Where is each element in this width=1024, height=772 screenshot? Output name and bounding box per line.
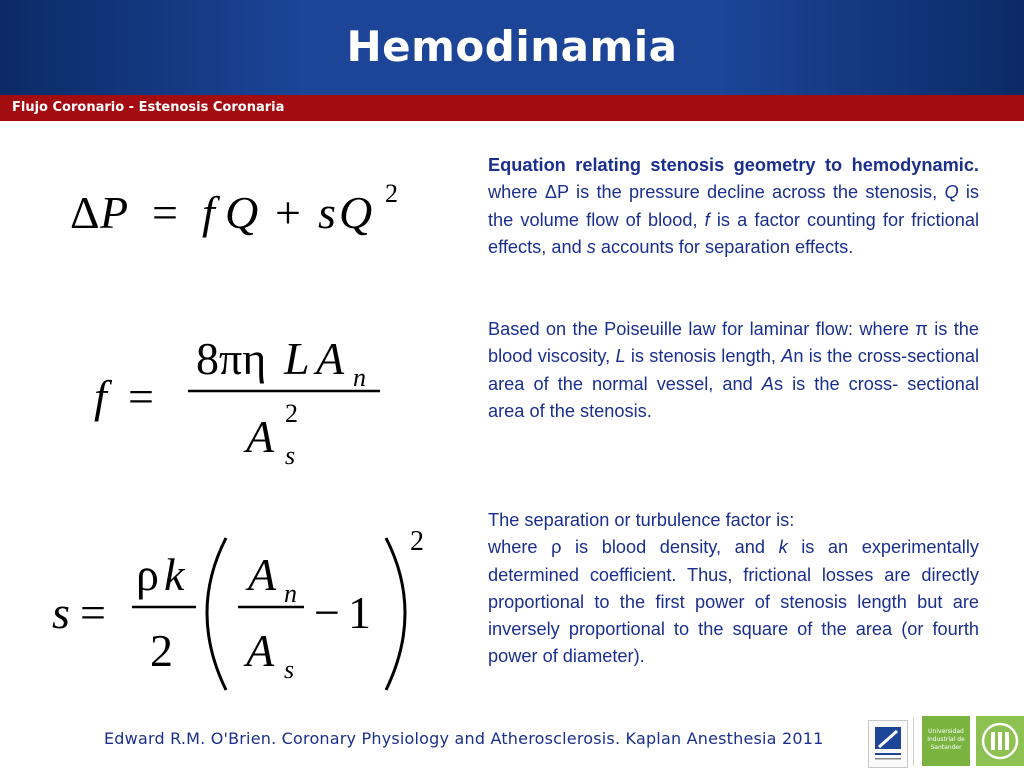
p1-text-c: is a factor counting for frictional effects, and [488,209,980,257]
eq1-Q2: Q [339,187,373,238]
explanation-paragraph-1 [488,152,979,261]
accreditation-logo [868,720,908,768]
uis-symbol-logo [976,716,1024,766]
p2-A1: A [781,346,794,367]
p1-text-d: accounts for separation effects. [595,236,854,257]
eq2-den-exp: 2 [285,399,298,428]
p2-text-a: Based on the Poiseuille law for laminar flow: where π is the blood viscosity, [488,319,979,367]
p2-text-c: n is the cross-sectional area of the normal vessel, and [488,346,979,394]
eq3-equals: = [80,587,106,638]
p1-s: s [586,236,596,257]
p1-bold: Equation relating stenosis geometry to hemodynamic. [488,155,979,175]
slide-title: Hemodinamia [346,22,678,71]
eq3-exponent: 2 [410,526,424,557]
eq3-sub-n: n [284,579,297,608]
eq2-f: f [94,371,107,422]
eq2-sub-n: n [353,363,366,392]
slide-subtitle: Flujo Coronario - Estenosis Coronaria [12,100,285,115]
eq1-f: f [202,187,215,238]
uis-text-logo [922,716,970,766]
eq3-minus: − [314,587,340,638]
eq2-denominator-A: A [246,411,275,462]
p3-line1: The separation or turbulence factor is: [488,510,795,530]
eq3-left-paren [207,538,226,690]
eq2-den-sub: s [285,441,296,470]
eq1-delta: Δ [70,187,100,238]
eq1-P: P [100,187,129,238]
eq3-sub-s: s [284,655,295,684]
eq3-right-paren [386,538,405,690]
p2-L: L [615,346,626,367]
eq1-equals: = [152,187,178,238]
eq1-exponent: 2 [385,179,398,208]
header-bar [0,0,1024,95]
eq3-An: A [248,549,277,600]
eq3-one: 1 [348,587,371,638]
eq3-s: s [52,587,70,638]
equation-pressure-drop [60,160,420,250]
subtitle-bar [0,95,1024,121]
citation-footer: Edward R.M. O'Brien. Coronary Physiology and Atherosclerosis. Kaplan Anesthesia 2011 [104,729,824,748]
p1-text-a: where ΔP is the pressure decline across the stenosis, [488,182,945,203]
p2-text-b: is stenosis length, [625,346,782,367]
eq2-L: L [284,333,310,384]
uis-logo-text: Universidad Industrial de Santander [927,728,965,751]
p1-Q: Q [944,182,959,203]
explanation-paragraph-2 [488,316,979,425]
p3-text-a: where ρ is blood density, and [488,537,779,558]
p2-text-d: s is the cross- sectional area of the stenosis. [488,373,980,421]
eq3-k: k [164,549,185,600]
eq1-s: s [318,187,336,238]
eq3-As: A [246,625,275,676]
eq2-numerator: 8πη [196,333,267,384]
p3-k: k [778,537,788,558]
p1-f: f [704,209,710,230]
p3-text-b: is an experimentally determined coefficient. Thus, frictional losses are directly proportional to the first power of stenosis length but are inversely proportional to the square of the area (or fourth power of diameter). [488,537,979,667]
eq1-plus: + [275,187,301,238]
eq2-equals: = [128,371,154,422]
p2-A2: A [761,373,774,394]
explanation-paragraph-3 [488,507,979,671]
logo-divider [913,718,914,766]
equation-separation-factor [48,520,438,700]
eq2-A: A [316,333,345,384]
p1-text-b: is the volume flow of blood, [488,182,980,230]
equation-friction-factor [88,322,388,472]
eq3-denominator: 2 [150,625,173,676]
eq1-Q: Q [225,187,259,238]
eq3-rho: ρ [136,549,159,600]
